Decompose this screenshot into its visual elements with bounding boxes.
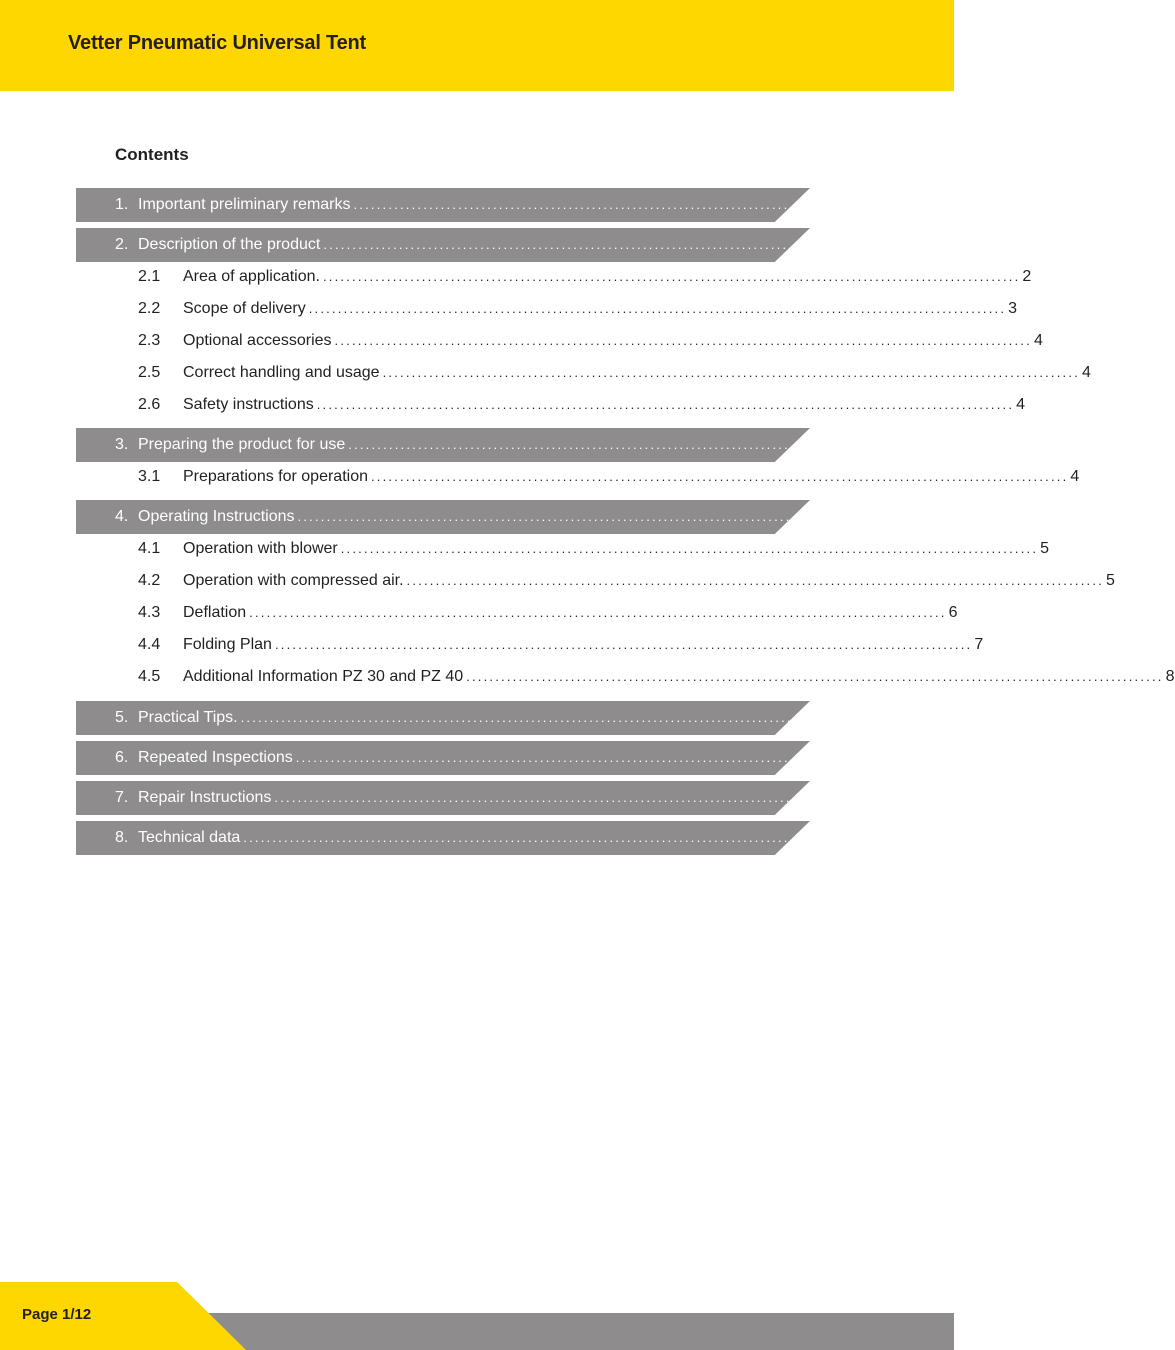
toc-entry-number: 2.3 <box>138 332 161 349</box>
toc-entry-number: 2. <box>115 236 129 253</box>
toc-dot-leader: ........................................................................................................................ <box>466 669 1164 684</box>
toc-entry-number: 2.2 <box>138 300 161 317</box>
toc-entry-label: Optional accessories <box>183 332 332 349</box>
toc-entry-label: Scope of delivery <box>183 300 306 317</box>
toc-page-number: 4 <box>1016 396 1026 413</box>
toc-entry-label: Folding Plan <box>183 636 272 653</box>
toc-entry-label: Important preliminary remarks <box>138 196 351 213</box>
toc-dot-leader: ........................................................................................................................ <box>297 509 995 524</box>
toc-dot-leader: ........................................................................................................................ <box>308 301 1007 316</box>
toc-dot-leader: ........................................................................................................................ <box>249 605 947 620</box>
toc-page-number: 4 <box>1047 436 1057 453</box>
toc-entry[interactable] <box>115 506 1006 528</box>
toc-entry[interactable] <box>115 787 992 809</box>
toc-entry-number: 4.1 <box>138 540 161 557</box>
toc-entry-label: Description of the product <box>138 236 321 253</box>
toc-subentry[interactable] <box>115 330 1043 352</box>
toc-dot-leader: ........................................................................................................................ <box>274 637 973 652</box>
toc-dot-leader: ........................................................................................................................ <box>322 269 1021 284</box>
toc-page-number: 10 <box>973 789 992 806</box>
toc-page-number: 2 <box>1022 236 1032 253</box>
toc-entry-number: 5. <box>115 709 129 726</box>
toc-page-number: 5 <box>1040 540 1050 557</box>
toc-entry-number: 4.5 <box>138 668 161 685</box>
toc-entry-label: Operation with compressed air. <box>183 572 404 589</box>
toc-entry[interactable] <box>115 434 1057 456</box>
toc-dot-leader: ........................................................................................................................ <box>323 237 1021 252</box>
toc-entry-label: Operation with blower <box>183 540 338 557</box>
toc-entry-number: 1. <box>115 196 129 213</box>
toc-entry-label: Preparations for operation <box>183 468 368 485</box>
toc-entry-label: Deflation <box>183 604 247 621</box>
toc-dot-leader: ........................................................................................................................ <box>371 469 1069 484</box>
toc-entry-label: Safety instructions <box>183 396 314 413</box>
toc-entry-number: 8. <box>115 829 129 846</box>
toc-entry-label: Technical data <box>138 829 241 846</box>
toc-entry[interactable] <box>115 194 1062 216</box>
toc-page-number: 9 <box>940 709 949 726</box>
toc-subentry[interactable] <box>115 466 1080 488</box>
toc-dot-leader: ........................................................................................................................ <box>348 437 1046 452</box>
toc-page-number: 4 <box>1070 468 1080 485</box>
toc-subentry[interactable] <box>115 298 1018 320</box>
toc-entry-number: 3. <box>115 436 129 453</box>
toc-entry-label: Area of application. <box>183 268 320 285</box>
toc-page-number: 3 <box>1008 300 1018 317</box>
toc-entry-label: Repeated Inspections <box>138 749 293 766</box>
toc-entry-label: Preparing the product for use <box>138 436 346 453</box>
contents-heading: Contents <box>115 145 189 164</box>
toc-dot-leader: ........................................................................................................................ <box>382 365 1080 380</box>
toc-dot-leader: ........................................................................................................................ <box>353 197 1051 212</box>
toc-entry-label: Practical Tips. <box>138 709 238 726</box>
toc-entry-number: 7. <box>115 789 129 806</box>
toc-page-number: 2 <box>1022 268 1032 285</box>
toc-page-number: 6 <box>948 604 958 621</box>
toc-page-number: 5 <box>1105 572 1115 589</box>
toc-dot-leader: ........................................................................................................................ <box>334 333 1032 348</box>
toc-entry-number: 2.5 <box>138 364 161 381</box>
toc-dot-leader: ........................................................................................................................ <box>274 790 972 805</box>
toc-subentry[interactable] <box>115 266 1032 288</box>
toc-entry-number: 4.3 <box>138 604 161 621</box>
toc-entry-number: 2.1 <box>138 268 161 285</box>
toc-dot-leader: ........................................................................................................................ <box>295 750 994 765</box>
toc-entry-label: Repair Instructions <box>138 789 272 806</box>
toc-dot-leader: ........................................................................................................................ <box>406 573 1104 588</box>
toc-entry-number: 2.6 <box>138 396 161 413</box>
page-number: Page 1/12 <box>22 1306 92 1323</box>
toc-page-number: 8 <box>1165 668 1175 685</box>
toc-page-number: 11 <box>942 829 960 846</box>
toc-dot-leader: ........................................................................................................................ <box>316 397 1015 412</box>
toc-entry[interactable] <box>115 707 949 729</box>
toc-page-number: 4 <box>1082 364 1091 381</box>
toc-entry-number: 4.2 <box>138 572 161 589</box>
toc-entry-number: 4. <box>115 508 129 525</box>
toc-entry-label: Operating Instructions <box>138 508 295 525</box>
toc-dot-leader: ........................................................................................................................ <box>340 541 1039 556</box>
document-title: Vetter Pneumatic Universal Tent <box>68 32 366 54</box>
toc-entry[interactable] <box>115 234 1032 256</box>
toc-page-number: 7 <box>974 636 984 653</box>
toc-entry-label: Additional Information PZ 30 and PZ 40 <box>183 668 464 685</box>
toc-entry-number: 6. <box>115 749 129 766</box>
toc-subentry[interactable] <box>115 602 958 624</box>
toc-subentry[interactable] <box>115 666 1175 688</box>
toc-subentry[interactable] <box>115 362 1091 384</box>
toc-entry-number: 4.4 <box>138 636 161 653</box>
toc-subentry[interactable] <box>115 538 1050 560</box>
toc-dot-leader: ........................................................................................................................ <box>240 710 939 725</box>
toc-entry[interactable] <box>115 827 960 849</box>
toc-subentry[interactable] <box>115 570 1115 592</box>
toc-entry-number: 3.1 <box>138 468 161 485</box>
toc-page-number: 5 <box>996 508 1006 525</box>
toc-page-number: 9 <box>995 749 1005 766</box>
toc-entry-label: Correct handling and usage <box>183 364 380 381</box>
toc-entry[interactable] <box>115 747 1005 769</box>
toc-subentry[interactable] <box>115 634 984 656</box>
toc-subentry[interactable] <box>115 394 1026 416</box>
toc-page-number: 4 <box>1033 332 1043 349</box>
toc-dot-leader: ........................................................................................................................ <box>243 830 941 845</box>
toc-page-number: 2 <box>1052 196 1062 213</box>
